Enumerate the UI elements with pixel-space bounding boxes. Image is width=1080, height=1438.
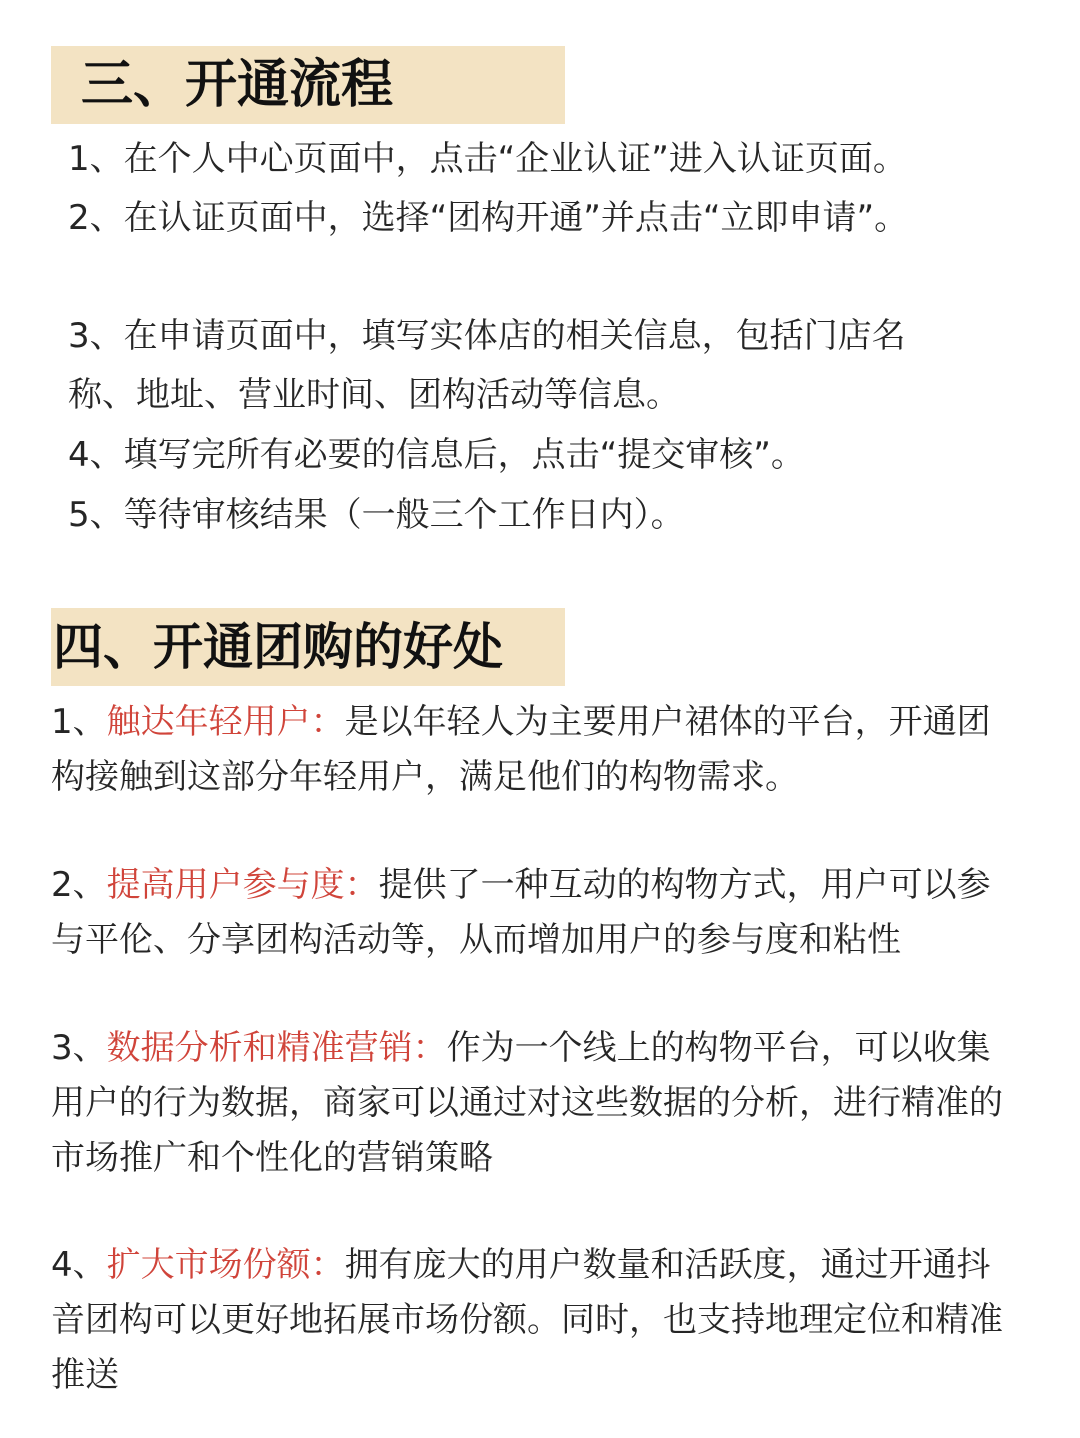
section-3-heading: 三、开通流程 — [51, 46, 565, 124]
benefit-text: 提供了一种互动的构物方式，用户可以参与平伦、分享团构活动等，从而增加用户的参与度和粘性 — [51, 865, 991, 960]
section-4-heading: 四、开通团购的好处 — [51, 608, 565, 686]
benefit-text: 拥有庞大的用户数量和活跃度，通过开通抖音团构可以更好地拓展市场份额。同时，也支持地理定位和精准推送 — [51, 1245, 1003, 1395]
benefit-number: 1、 — [51, 702, 107, 742]
process-step-1: 1、在个人中心页面中，点击“企业认证”进入认证页面。 — [68, 139, 907, 179]
process-step-3: 3、在申请页面中，填写实体店的相关信息，包括门店名称、地址、营业时间、团构活动等信息。 — [68, 316, 906, 415]
process-step-4: 4、填写完所有必要的信息后，点击“提交审核”。 — [68, 435, 805, 475]
benefit-highlight: 触达年轻用户： — [106, 702, 345, 742]
benefit-highlight: 扩大市场份额： — [106, 1245, 345, 1285]
benefit-item-1 — [51, 695, 1016, 805]
benefit-item-3 — [51, 1021, 1016, 1186]
benefit-text: 作为一个线上的构物平台，可以收集用户的行为数据，商家可以通过对这些数据的分析，进行精准的市场推广和个性化的营销策略 — [51, 1028, 1003, 1178]
benefit-item-2 — [51, 858, 1016, 968]
process-step-5: 5、等待审核结果（一般三个工作日内）。 — [68, 495, 685, 535]
benefit-number: 4、 — [51, 1245, 107, 1285]
benefit-text: 是以年轻人为主要用户裙体的平台，开通团构接触到这部分年轻用户，满足他们的构物需求。 — [51, 702, 991, 797]
benefit-item-4 — [51, 1238, 1016, 1403]
benefit-highlight: 提高用户参与度： — [106, 865, 379, 905]
benefit-number: 3、 — [51, 1028, 107, 1068]
benefit-highlight: 数据分析和精准营销： — [106, 1028, 447, 1068]
benefit-number: 2、 — [51, 865, 107, 905]
process-step-2: 2、在认证页面中，选择“团构开通”并点击“立即申请”。 — [68, 198, 909, 238]
